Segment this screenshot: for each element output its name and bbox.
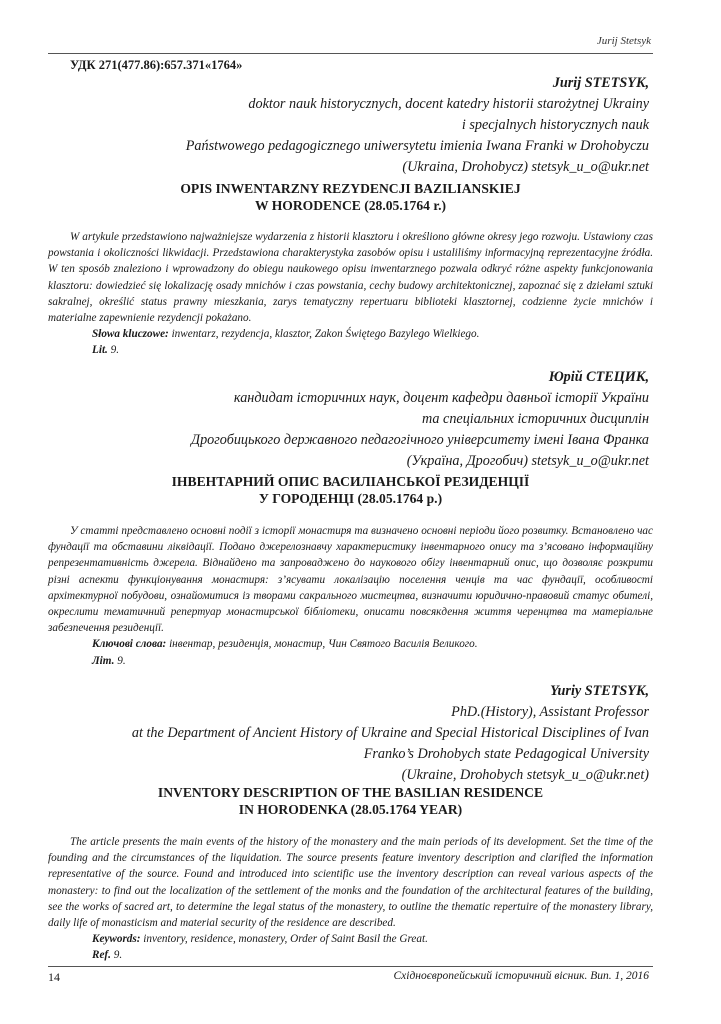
affiliation-line: Дрогобицького державного педагогічного університету імені Івана Франка [191, 432, 649, 448]
abstract-text: W artykule przedstawiono najważniejsze wydarzenia z historii klasztoru i określiono główne okresy jego rozwoju. Ustawiony czas powstania i okoliczności likwidacji. Przedstawiona charakterystyka zasobów opisu i ustaliliśmy informacyjną reprezentacyjne źródła. W ten sposób znaleziono i wprowadzony do obiegu naukowego opisu inwentarznego pozwala odkryć różne aspekty funkcjonowania klasztoru: dowiedzieć się lokalizację osady mnichów i czas powstania, cechy budowy architektonicznej, zapoznać się z dziełami sztuki sakralnej, określić status prawny mieszkania, zarys tematyczny repertuaru biblioteki klasztornej, codzienne życie mnichów i materialne zapewnienie rezydencji pokażano. [48, 231, 653, 325]
references-label: Lit. [92, 344, 108, 357]
affiliation-line: кандидат історичних наук, доцент кафедри давньої історії України [233, 390, 649, 406]
header-rule [48, 53, 653, 54]
keywords-line [48, 636, 653, 652]
keywords-label: Ключові слова: [92, 638, 167, 651]
title-line: ІНВЕНТАРНИЙ ОПИС ВАСИЛІАНСЬКОЇ РЕЗИДЕНЦІЇ [171, 474, 530, 489]
references-label: Літ. [92, 654, 115, 667]
title-line: W HORODENCE (28.05.1764 r.) [254, 198, 447, 213]
references-line [48, 342, 653, 358]
title-line: INVENTORY DESCRIPTION OF THE BASILIAN RESIDENCE [157, 785, 544, 800]
article-title-ukrainian [48, 473, 653, 507]
author-name: Jurij STETSYK, [552, 75, 649, 91]
abstract-ukrainian [48, 523, 653, 669]
references-count: 9. [107, 344, 120, 357]
affiliation-line: (Україна, Дрогобич) stetsyk_u_o@ukr.net [406, 453, 649, 469]
udc-code: УДК 271(477.86):657.371«1764» [70, 58, 243, 72]
affiliation-line: (Ukraine, Drohobych stetsyk_u_o@ukr.net) [401, 767, 649, 783]
page-number: 14 [48, 970, 60, 984]
affiliation-line: i specjalnych historycznych nauk [461, 117, 649, 133]
author-block-ukrainian [191, 367, 649, 472]
abstract-polish [48, 229, 653, 359]
keywords-line [48, 326, 653, 342]
article-title-english [48, 784, 653, 818]
abstract-text: The article presents the main events of the history of the monastery and the main periods of its development. Set the time of the founding and the circumstances of the liquidation. The source presents feature inventory description and clarified the information representative of the source. Found and introduced into scientific use the inventory description can reveal various aspects of the monastery: to find out the localization of the settlement of the monks and the foundation of the architectural features of the building, see the works of sacred art, to determine the legal status of the monastery, to outline the thematic repertuire of the monastery library, daily life of monasticism and material security of the residence are described. [48, 836, 653, 930]
references-count: 9. [114, 654, 126, 667]
abstract-english [48, 834, 653, 964]
references-line [48, 947, 653, 963]
affiliation-line: PhD.(History), Assistant Professor [451, 704, 649, 720]
journal-citation: Східноєвропейський історичний вісник. Вип. 1, 2016 [393, 970, 649, 982]
references-label: Ref. [92, 949, 111, 962]
keywords-text: inventory, residence, monastery, Order of Saint Basil the Great. [140, 933, 428, 946]
affiliation-line: та спеціальних історичних дисциплін [421, 411, 649, 427]
title-line: IN HORODENKA (28.05.1764 YEAR) [238, 802, 463, 817]
keywords-label: Słowa kluczowe: [92, 328, 169, 341]
affiliation-line: at the Department of Ancient History of Ukraine and Special Historical Disciplines of Ivan [131, 725, 649, 741]
footer-rule [48, 966, 653, 967]
affiliation-line: Państwowego pedagogicznego uniwersytetu imienia Iwana Franki w Drohobyczu [185, 138, 649, 154]
keywords-text: інвентар, резиденція, монастир, Чин Святого Василія Великого. [166, 638, 478, 651]
affiliation-line: (Ukraina, Drohobycz) stetsyk_u_o@ukr.net [402, 159, 649, 175]
title-line: У ГОРОДЕНЦІ (28.05.1764 р.) [258, 491, 443, 506]
title-line: OPIS INWENTARZNY REZYDENCJI BAZILIANSKIEJ [180, 181, 521, 196]
author-name: Юрій СТЕЦИК, [548, 369, 649, 385]
author-block-polish [186, 73, 649, 178]
abstract-text: У статті представлено основні події з історії монастиря та визначено основні періоди його розвитку. Встановлено час фундації та обставини ліквідації. Подано джерелознавчу характеристику інвентарного опису та з’ясовано інформаційну репрезентативність джерела. Віднайдено та запроваджено до наукового обігу інвентарний опис, що дозволяє розкрити різні аспекти функціонування монастиря: з’ясувати локалізацію поселення ченців та час фундації, особливості архітектурної побудови, ознайомитися із творами сакрального мистецтва, визначити юридично-правовий статус обителі, окреслити тематичний репертуар монастирської бібліотеки, описати повсякдення життя черенцтва та матеріальне забезпечення резиденції. [48, 525, 653, 635]
article-title-polish [48, 180, 653, 214]
running-head: Jurij Stetsyk [596, 35, 651, 47]
affiliation-line: Franko’s Drohobych state Pedagogical University [363, 746, 649, 762]
author-name: Yuriy STETSYK, [550, 683, 649, 699]
author-block-english [132, 681, 649, 786]
references-count: 9. [110, 949, 123, 962]
affiliation-line: doktor nauk historycznych, docent katedry historii starożytnej Ukrainy [248, 96, 649, 112]
references-line [48, 653, 653, 669]
keywords-label: Keywords: [92, 933, 141, 946]
keywords-text: inwentarz, rezydencja, klasztor, Zakon Świętego Bazylego Wielkiego. [168, 328, 480, 341]
keywords-line [48, 931, 653, 947]
